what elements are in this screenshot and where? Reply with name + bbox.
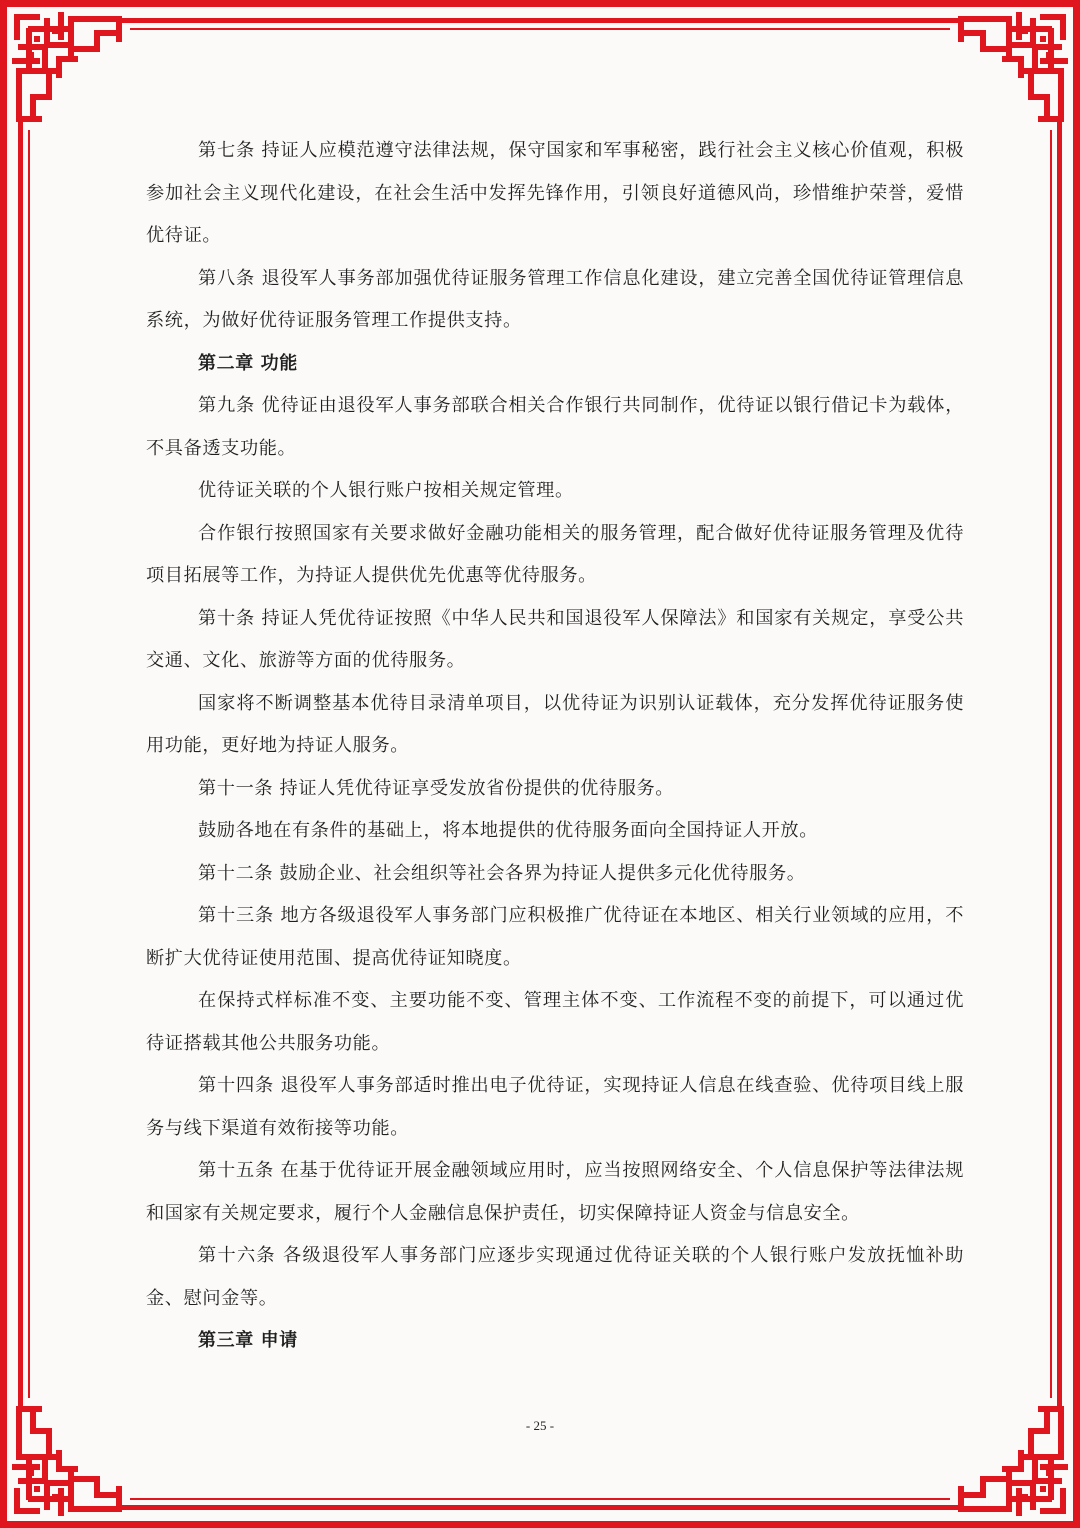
article-paragraph: 国家将不断调整基本优待目录清单项目，以优待证为识别认证载体，充分发挥优待证服务使用功能，更好地为持证人服务。 bbox=[146, 692, 964, 756]
chapter-heading: 第二章 功能 bbox=[198, 352, 298, 374]
article-paragraph: 第九条 优待证由退役军人事务部联合相关合作银行共同制作，优待证以银行借记卡为载体，不具备透支功能。 bbox=[146, 395, 964, 459]
chapter-heading: 第三章 申请 bbox=[198, 1330, 298, 1351]
article-paragraph: 第十二条 鼓励企业、社会组织等社会各界为持证人提供多元化优待服务。 bbox=[198, 862, 806, 884]
article-paragraph: 第十条 持证人凭优待证按照《中华人民共和国退役军人保障法》和国家有关规定，享受公共交通、文化、旅游等方面的优待服务。 bbox=[146, 607, 964, 671]
article-paragraph: 鼓励各地在有条件的基础上，将本地提供的优待服务面向全国持证人开放。 bbox=[198, 820, 818, 841]
article-paragraph: 第八条 退役军人事务部加强优待证服务管理工作信息化建设，建立完善全国优待证管理信息系统，为做好优待证服务管理工作提供支持。 bbox=[146, 267, 964, 331]
article-paragraph: 第十六条 各级退役军人事务部门应逐步实现通过优待证关联的个人银行账户发放抚恤补助金、慰问金等。 bbox=[146, 1245, 964, 1309]
article-paragraph: 在保持式样标准不变、主要功能不变、管理主体不变、工作流程不变的前提下，可以通过优待证搭载其他公共服务功能。 bbox=[146, 990, 964, 1054]
article-paragraph: 第十五条 在基于优待证开展金融领域应用时，应当按照网络安全、个人信息保护等法律法规和国家有关规定要求，履行个人金融信息保护责任，切实保障持证人资金与信息安全。 bbox=[146, 1160, 964, 1224]
article-paragraph: 第十一条 持证人凭优待证享受发放省份提供的优待服务。 bbox=[198, 777, 675, 799]
article-paragraph: 第十三条 地方各级退役军人事务部门应积极推广优待证在本地区、相关行业领域的应用，不断扩大优待证使用范围、提高优待证知晓度。 bbox=[146, 905, 964, 969]
article-paragraph: 合作银行按照国家有关要求做好金融功能相关的服务管理，配合做好优待证服务管理及优待项目拓展等工作，为持证人提供优先优惠等优待服务。 bbox=[146, 522, 964, 586]
page-number: - 25 - bbox=[525, 1418, 555, 1433]
article-paragraph: 第七条 持证人应模范遵守法律法规，保守国家和军事秘密，践行社会主义核心价值观，积极参加社会主义现代化建设，在社会生活中发挥先锋作用，引领良好道德风尚，珍惜维护荣誉，爱惜优待证。 bbox=[146, 140, 964, 246]
article-paragraph: 第十四条 退役军人事务部适时推出电子优待证，实现持证人信息在线查验、优待项目线上服务与线下渠道有效衔接等功能。 bbox=[146, 1075, 964, 1139]
document-body bbox=[146, 130, 964, 1363]
article-paragraph: 优待证关联的个人银行账户按相关规定管理。 bbox=[198, 480, 574, 501]
